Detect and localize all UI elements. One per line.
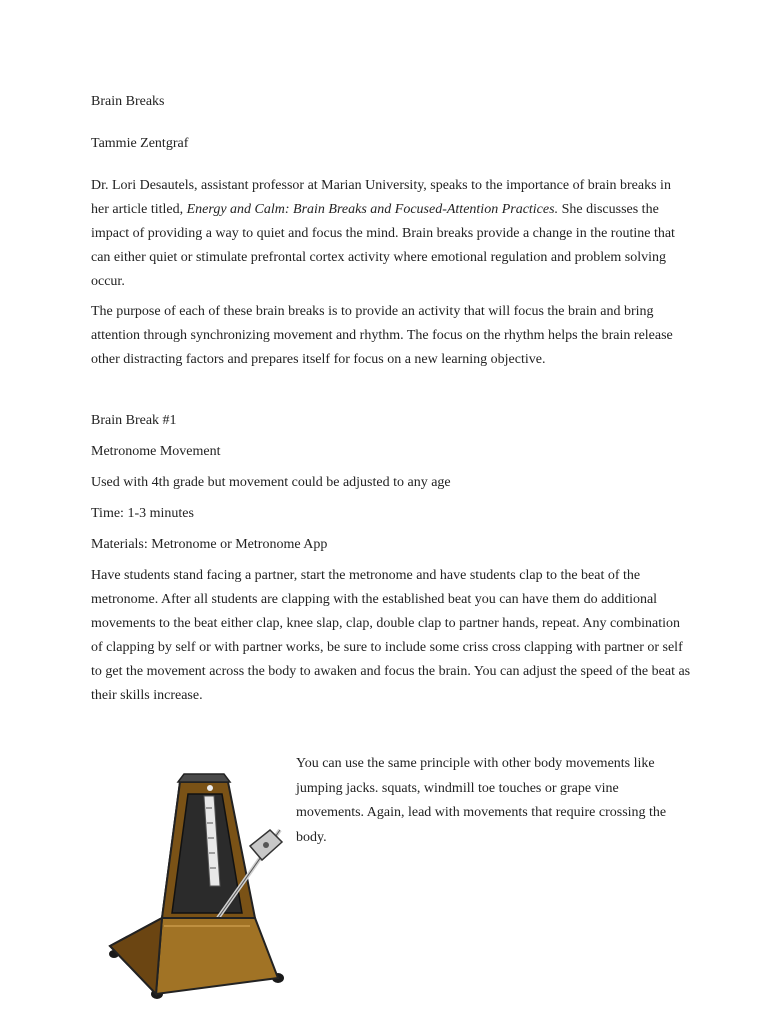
article-title: Energy and Calm: Brain Breaks and Focused-Attention Practices. — [186, 202, 559, 217]
brain-break-grade: Used with 4th grade but movement could be adjusted to any age — [91, 475, 451, 490]
intro-paragraph — [91, 174, 691, 294]
brain-break-materials: Materials: Metronome or Metronome App — [91, 537, 328, 552]
intro-text-after-italic: She discusses the impact of providing a way to quiet and focus the mind. Brain breaks provide a change in the routine that can either quiet or stimulate prefrontal cortex activity where emotional regulation and problem solving occur. — [91, 202, 675, 289]
document-body — [91, 90, 691, 708]
brain-break-name: Metronome Movement — [91, 444, 221, 459]
brain-break-heading: Brain Break #1 — [91, 413, 177, 428]
purpose-paragraph: The purpose of each of these brain breaks is to provide an activity that will focus the brain and bring attention through synchronizing movement and rhythm. The focus on the rhythm helps the brain release other distracting factors and prepares itself for focus on a new learning objective. — [91, 304, 673, 367]
brain-break-time: Time: 1-3 minutes — [91, 506, 194, 521]
document-author: Tammie Zentgraf — [91, 136, 189, 151]
intro-text-before-italic: Dr. Lori Desautels, assistant professor at Marian University, speaks to the importance of brain breaks in her article titled, — [91, 178, 671, 217]
brain-break-variation: You can use the same principle with other body movements like jumping jacks. squats, windmill toe touches or grape vine movements. Again, lead with movements that require crossing the body. — [296, 756, 667, 845]
metronome-icon — [100, 768, 290, 1017]
brain-break-instructions: Have students stand facing a partner, start the metronome and have students clap to the beat of the metronome. After all students are clapping with the established beat you can have them do additional movements to the beat either clap, knee slap, clap, double clap to partner hands, repeat. Any combination of clapping by self or with partner works, be sure to include some criss cross clapping with partner or self to get the movement across the body to awaken and focus the brain. You can adjust the speed of the beat as their skills increase. — [91, 568, 691, 703]
document-title: Brain Breaks — [91, 94, 165, 109]
